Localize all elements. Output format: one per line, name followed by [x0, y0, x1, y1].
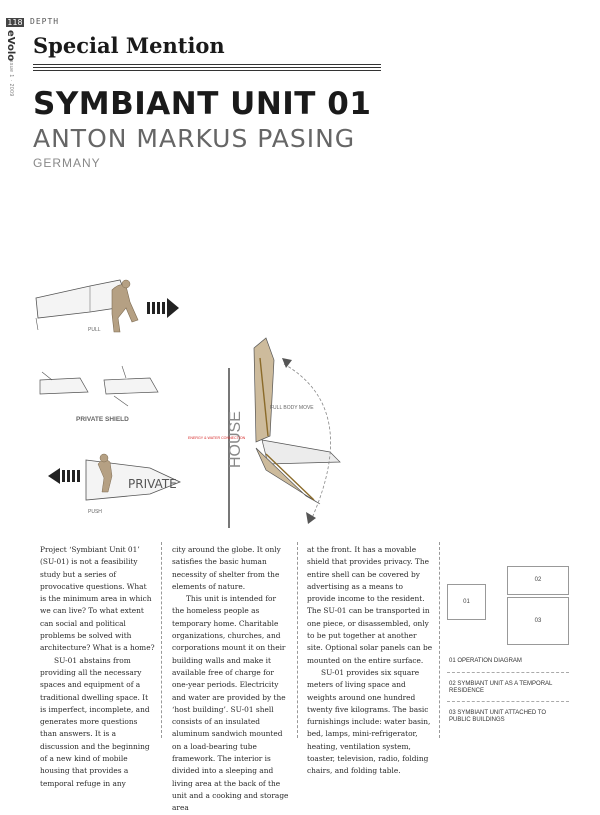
figure-caption-02: 02 SYMBIANT UNIT AS A TEMPORAL RESIDENCE: [449, 681, 553, 694]
house-label: HOUSE: [227, 411, 244, 468]
figure-key-box-02: 02: [507, 566, 569, 595]
push-unit-sketch: [86, 454, 180, 500]
column-divider: [297, 542, 298, 738]
paragraph: SU-01 abstains from providing all the necessary spaces and equipment of a traditional dwelling space. It is imperfect, incomplete, and generates more questions than answers. It is a discussion and the beginning of a new kind of mobile housing that provides a temporal refuge in any: [40, 655, 150, 788]
rotating-unit-sketch: [254, 338, 340, 504]
caption-divider: [447, 701, 569, 702]
figure-caption-01: 01 OPERATION DIAGRAM: [449, 658, 522, 664]
heading-rule-top: [33, 64, 381, 65]
section-label: DEPTH: [30, 17, 60, 26]
pull-label: PULL: [88, 327, 101, 333]
article-title: SYMBIANT UNIT 01: [33, 86, 372, 122]
magazine-name: eVolo: [5, 30, 16, 62]
heading-rule-mid: [33, 67, 381, 68]
paragraph: This unit is intended for the homeless people as temporary home. Charitable organizations, churches, and corporations mount it on their building walls and make it available free of charge for one-year periods. Electricity and water are provided by the ‘host building’. SU-01 shell consists of an insulated aluminum sandwich mounted on a load-bearing tube framework. The interior is divided into a sleeping and living area at the back of the unit and a cooking and storage area: [172, 594, 289, 813]
energy-label: ENERGY & WATER CONNECTION: [188, 436, 246, 440]
article-author: ANTON MARKUS PASING: [33, 124, 356, 153]
column-divider: [161, 542, 162, 738]
column-divider: [439, 542, 440, 738]
rotation-arc: [284, 364, 331, 518]
private-shield-label: PRIVATE SHIELD: [76, 416, 129, 423]
push-arrow: [48, 468, 80, 484]
push-label: PUSH: [88, 509, 102, 515]
arc-arrow-bottom-icon: [306, 512, 316, 524]
text-column-1: [40, 544, 155, 790]
operation-diagram: [30, 268, 430, 530]
page-heading: Special Mention: [33, 33, 225, 58]
full-body-move-label: FULL BODY MOVE: [270, 405, 314, 411]
figure-key-box-03: 03: [507, 597, 569, 645]
heading-rule-bottom: [33, 70, 381, 71]
magazine-logo: [5, 30, 16, 61]
figure-key-box-01: 01: [447, 584, 486, 620]
page-number: 118: [7, 18, 23, 27]
issue-label: Issue 1 · 2009: [8, 58, 14, 97]
private-stamp: PRIVATE: [128, 477, 177, 491]
caption-divider: [447, 672, 569, 673]
arc-arrow-top-icon: [282, 358, 292, 368]
paragraph: at the front. It has a movable shield that provides privacy. The entire shell can be covered by advertising as a means to provide income to the resident. The SU-01 can be transported in one piece, or disassembled, only to be put together at another site. Optional solar panels can be mounted on the entire surface.: [307, 545, 433, 665]
article-country: GERMANY: [33, 156, 101, 170]
text-column-2: [172, 544, 290, 815]
paragraph: SU-01 provides six square meters of living space and weights around one hundred twenty five kilograms. The basic furnishings include: water basin, bed, lamps, mini-refrigerator, heating, ventilation system, toaster, television, radio, folding chairs, and folding table.: [307, 667, 431, 776]
pull-unit-sketch: [36, 280, 138, 332]
paragraph: city around the globe. It only satisfies the basic human necessity of shelter from the elements of nature.: [172, 545, 281, 591]
private-shield-sketch: [40, 366, 158, 406]
figure-caption-03: 03 SYMBIANT UNIT ATTACHED TO PUBLIC BUILDINGS: [449, 710, 547, 723]
paragraph: Project ‘Symbiant Unit 01’ (SU-01) is not a feasibility study but a series of provocative questions. What is the minimum area in which we can live? To what extent can social and political problems be solved with architecture? What is a home?: [40, 545, 155, 653]
text-column-3: [307, 544, 433, 778]
pull-arrow: [147, 298, 179, 318]
